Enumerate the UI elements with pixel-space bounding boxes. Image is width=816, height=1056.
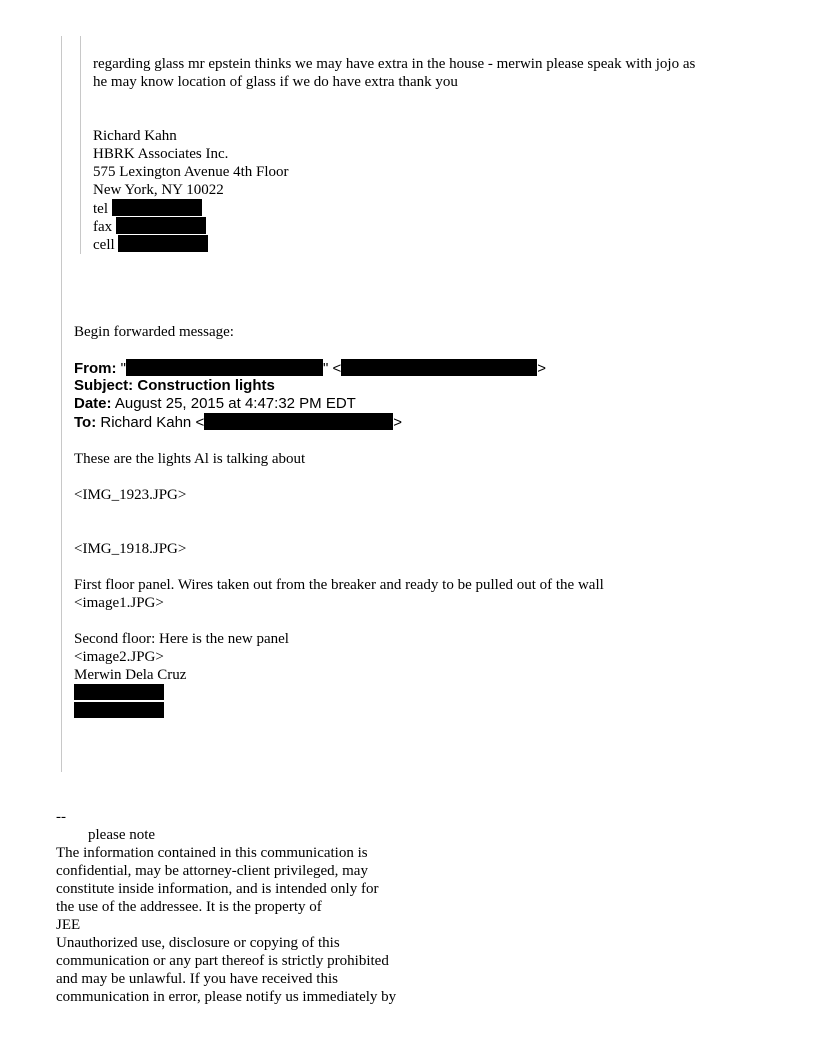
to-label: To: [74,414,97,431]
from-line [74,359,546,378]
cell-label: cell [93,237,115,253]
tel-label: tel [93,201,108,217]
date-value: August 25, 2015 at 4:47:32 PM EDT [114,395,356,412]
signature-fax [93,217,206,236]
redacted-fax [116,217,206,234]
signature-tel [93,199,202,218]
quote-bar-outer [61,36,62,772]
forward-body-line: Second floor: Here is the new panel [74,631,289,647]
redacted-from-email [341,359,537,376]
signature-separator: -- [56,809,66,825]
disclaimer-line: and may be unlawful. If you have received this [56,971,338,987]
redacted-sender-line-1 [74,684,164,700]
disclaimer-line: communication in error, please notify us immediately by [56,989,397,1005]
from-label: From: [74,360,117,377]
subject-value: Construction lights [137,377,275,394]
subject-label: Subject: [74,377,134,394]
to-value: Richard Kahn < [100,414,205,431]
disclaimer-line: The information contained in this communication is [56,845,368,861]
to-close: > [393,414,402,431]
signature-company: HBRK Associates Inc. [93,146,229,162]
quoted-body-line-2: he may know location of glass if we do have extra thank you [93,74,458,90]
attachment-placeholder: <IMG_1923.JPG> [74,487,187,503]
redacted-cell [118,235,208,252]
redacted-from-name [126,359,323,376]
disclaimer-line: constitute inside information, and is intended only for [56,881,379,897]
signature-cell [93,235,208,254]
date-label: Date: [74,395,112,412]
from-close: > [537,360,547,377]
please-note: please note [88,827,156,843]
attachment-placeholder: <image2.JPG> [74,649,164,665]
disclaimer-line: communication or any part thereof is strictly prohibited [56,953,389,969]
disclaimer-line: the use of the addressee. It is the property of [56,899,322,915]
from-open-quote: " [120,360,126,377]
quote-bar-inner [80,36,81,254]
sender-name: Merwin Dela Cruz [74,667,187,683]
quoted-body-line-1: regarding glass mr epstein thinks we may have extra in the house - merwin please speak with jojo as [93,56,696,72]
disclaimer-line: confidential, may be attorney-client privileged, may [56,863,368,879]
forward-body-line: These are the lights Al is talking about [74,451,306,467]
redacted-tel [112,199,202,216]
attachment-placeholder: <IMG_1918.JPG> [74,541,187,557]
attachment-placeholder: <image1.JPG> [74,595,164,611]
signature-city: New York, NY 10022 [93,182,224,198]
redacted-to-email [204,413,393,430]
forward-body-line: First floor panel. Wires taken out from the breaker and ready to be pulled out of the wall [74,577,604,593]
fax-label: fax [93,219,113,235]
signature-address: 575 Lexington Avenue 4th Floor [93,164,289,180]
date-line [74,395,356,413]
from-mid: " < [323,360,342,377]
subject-line [74,377,275,395]
signature-name: Richard Kahn [93,128,177,144]
redacted-sender-line-2 [74,702,164,718]
disclaimer-line: Unauthorized use, disclosure or copying of this [56,935,340,951]
to-line [74,413,402,432]
disclaimer-line: JEE [56,917,81,933]
forward-intro: Begin forwarded message: [74,324,234,340]
